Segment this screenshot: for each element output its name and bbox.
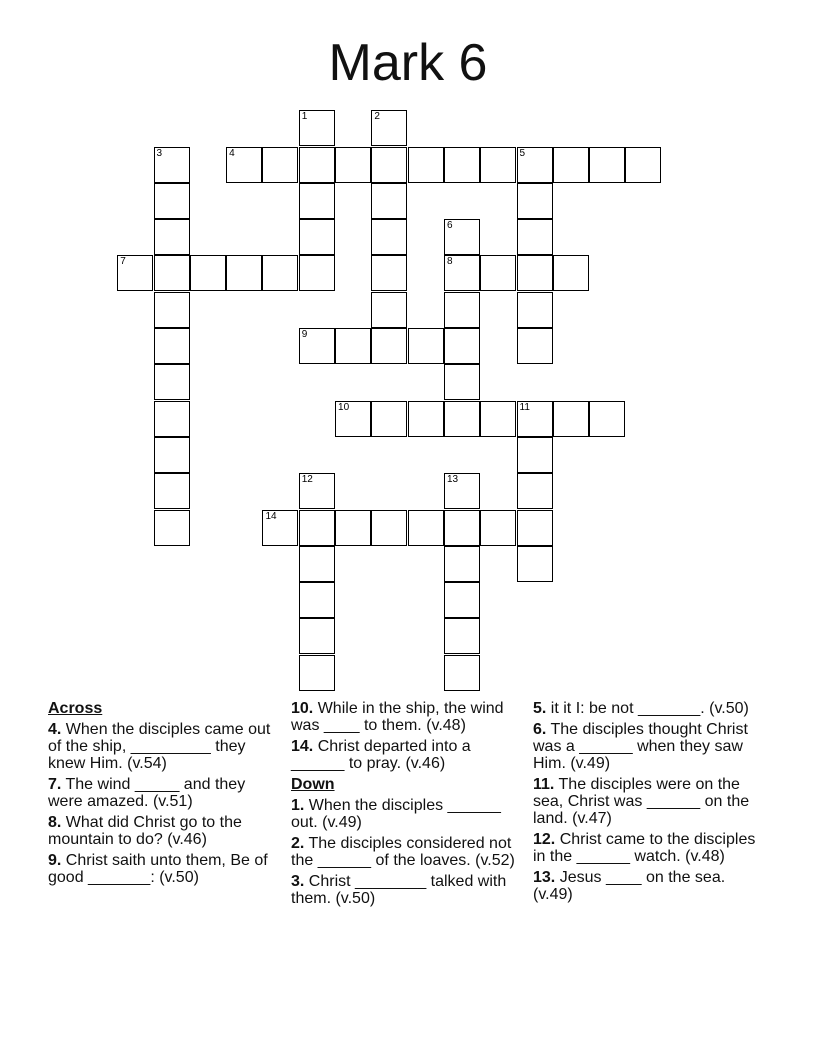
across-heading: Across — [48, 700, 103, 717]
clue-number: 5 — [519, 147, 526, 159]
grid-cell[interactable] — [299, 473, 335, 509]
grid-cell[interactable] — [299, 183, 335, 219]
grid-cell[interactable] — [371, 292, 407, 328]
grid-cell[interactable] — [444, 219, 480, 255]
grid-cell[interactable] — [371, 401, 407, 437]
grid-cell[interactable] — [299, 582, 335, 618]
grid-cell[interactable] — [444, 473, 480, 509]
grid-cell[interactable] — [262, 510, 298, 546]
grid-cell[interactable] — [553, 255, 589, 291]
grid-cell[interactable] — [517, 437, 553, 473]
grid-cell[interactable] — [299, 546, 335, 582]
clue-number: 10 — [338, 401, 350, 413]
grid-cell[interactable] — [154, 292, 190, 328]
grid-cell[interactable] — [371, 147, 407, 183]
grid-cell[interactable] — [226, 147, 262, 183]
grid-cell[interactable] — [444, 255, 480, 291]
grid-cell[interactable] — [299, 510, 335, 546]
down-heading: Down — [291, 776, 335, 793]
grid-cell[interactable] — [517, 292, 553, 328]
clue-across-14: 14. Christ departed into a ______ to pray. (v.46) — [291, 738, 471, 772]
grid-cell[interactable] — [589, 147, 625, 183]
grid-cell[interactable] — [371, 183, 407, 219]
grid-cell[interactable] — [154, 510, 190, 546]
clue-column-3 — [533, 700, 765, 907]
grid-cell[interactable] — [408, 401, 444, 437]
clue-number: 2 — [374, 111, 380, 123]
grid-cell[interactable] — [444, 364, 480, 400]
grid-cell[interactable] — [480, 510, 516, 546]
grid-cell[interactable] — [444, 582, 480, 618]
clue-column-1 — [48, 700, 278, 890]
clue-number: 11 — [519, 401, 530, 413]
clue-number: 6 — [446, 220, 453, 232]
grid-cell[interactable] — [371, 219, 407, 255]
grid-cell[interactable] — [371, 328, 407, 364]
grid-cell[interactable] — [299, 618, 335, 654]
clue-down-12: 12. Christ came to the disciples in the ______ watch. (v.48) — [533, 831, 756, 865]
grid-cell[interactable] — [517, 255, 553, 291]
clue-across-10: 10. While in the ship, the wind was ____ to them. (v.48) — [291, 700, 504, 734]
grid-cell[interactable] — [154, 147, 190, 183]
clue-number: 8 — [446, 256, 453, 268]
grid-cell[interactable] — [335, 510, 371, 546]
grid-cell[interactable] — [517, 510, 553, 546]
grid-cell[interactable] — [154, 364, 190, 400]
grid-cell[interactable] — [517, 473, 553, 509]
clue-down-1: 1. When the disciples ______ out. (v.49) — [291, 797, 501, 831]
clue-down-6: 6. The disciples thought Christ was a ______ when they saw Him. (v.49) — [533, 721, 748, 772]
clue-across-9: 9. Christ saith unto them, Be of good _______: (v.50) — [48, 852, 268, 886]
clue-down-2: 2. The disciples considered not the ______ of the loaves. (v.52) — [291, 835, 515, 869]
clue-column-2 — [291, 700, 523, 911]
clue-down-3: 3. Christ ________ talked with them. (v.50) — [291, 873, 507, 907]
grid-cell[interactable] — [444, 618, 480, 654]
grid-cell[interactable] — [444, 401, 480, 437]
grid-cell[interactable] — [444, 147, 480, 183]
grid-cell[interactable] — [262, 147, 298, 183]
grid-cell[interactable] — [625, 147, 661, 183]
grid-cell[interactable] — [190, 255, 226, 291]
grid-cell[interactable] — [154, 437, 190, 473]
clue-across-4: 4. When the disciples came out of the ship, _________ they knew Him. (v.54) — [48, 721, 271, 772]
grid-cell[interactable] — [371, 110, 407, 146]
grid-cell[interactable] — [299, 655, 335, 691]
grid-cell[interactable] — [517, 147, 553, 183]
grid-cell[interactable] — [371, 255, 407, 291]
grid-cell[interactable] — [517, 546, 553, 582]
grid-cell[interactable] — [408, 147, 444, 183]
clue-down-5: 5. it it I: be not _______. (v.50) — [533, 700, 749, 717]
grid-cell[interactable] — [589, 401, 625, 437]
grid-cell[interactable] — [154, 401, 190, 437]
clue-down-13: 13. Jesus ____ on the sea. (v.49) — [533, 869, 726, 903]
clue-across-7: 7. The wind _____ and they were amazed. (v.51) — [48, 776, 246, 810]
grid-cell[interactable] — [154, 183, 190, 219]
clue-down-11: 11. The disciples were on the sea, Christ was ______ on the land. (v.47) — [533, 776, 750, 827]
grid-cell[interactable] — [444, 292, 480, 328]
grid-cell[interactable] — [553, 147, 589, 183]
grid-cell[interactable] — [335, 147, 371, 183]
grid-cell[interactable] — [299, 219, 335, 255]
clue-number: 12 — [301, 474, 313, 486]
grid-cell[interactable] — [408, 510, 444, 546]
grid-cell[interactable] — [226, 255, 262, 291]
clue-number: 13 — [446, 474, 459, 486]
clue-number: 3 — [156, 147, 163, 159]
grid-cell[interactable] — [408, 328, 444, 364]
grid-cell[interactable] — [480, 255, 516, 291]
page-title: Mark 6 — [328, 34, 488, 92]
grid-cell[interactable] — [154, 473, 190, 509]
grid-cell[interactable] — [517, 328, 553, 364]
grid-cell[interactable] — [335, 401, 371, 437]
grid-cell[interactable] — [444, 546, 480, 582]
clue-number: 7 — [120, 256, 126, 268]
grid-cell[interactable] — [517, 219, 553, 255]
clue-number: 14 — [265, 510, 277, 522]
clue-number: 9 — [301, 329, 308, 341]
grid-cell[interactable] — [154, 328, 190, 364]
grid-cell[interactable] — [299, 110, 335, 146]
grid-cell[interactable] — [154, 255, 190, 291]
grid-cell[interactable] — [480, 147, 516, 183]
grid-cell[interactable] — [154, 219, 190, 255]
grid-cell[interactable] — [553, 401, 589, 437]
grid-cell[interactable] — [117, 255, 153, 291]
grid-cell[interactable] — [299, 255, 335, 291]
grid-cell[interactable] — [444, 510, 480, 546]
grid-cell[interactable] — [480, 401, 516, 437]
grid-cell[interactable] — [299, 328, 335, 364]
grid-cell[interactable] — [444, 328, 480, 364]
grid-cell[interactable] — [371, 510, 407, 546]
grid-cell[interactable] — [299, 147, 335, 183]
grid-cell[interactable] — [262, 255, 298, 291]
clue-number: 1 — [301, 111, 308, 123]
clue-across-8: 8. What did Christ go to the mountain to do? (v.46) — [48, 814, 242, 848]
grid-cell[interactable] — [444, 655, 480, 691]
clue-number: 4 — [229, 147, 235, 159]
grid-cell[interactable] — [517, 401, 553, 437]
grid-cell[interactable] — [517, 183, 553, 219]
grid-cell[interactable] — [335, 328, 371, 364]
